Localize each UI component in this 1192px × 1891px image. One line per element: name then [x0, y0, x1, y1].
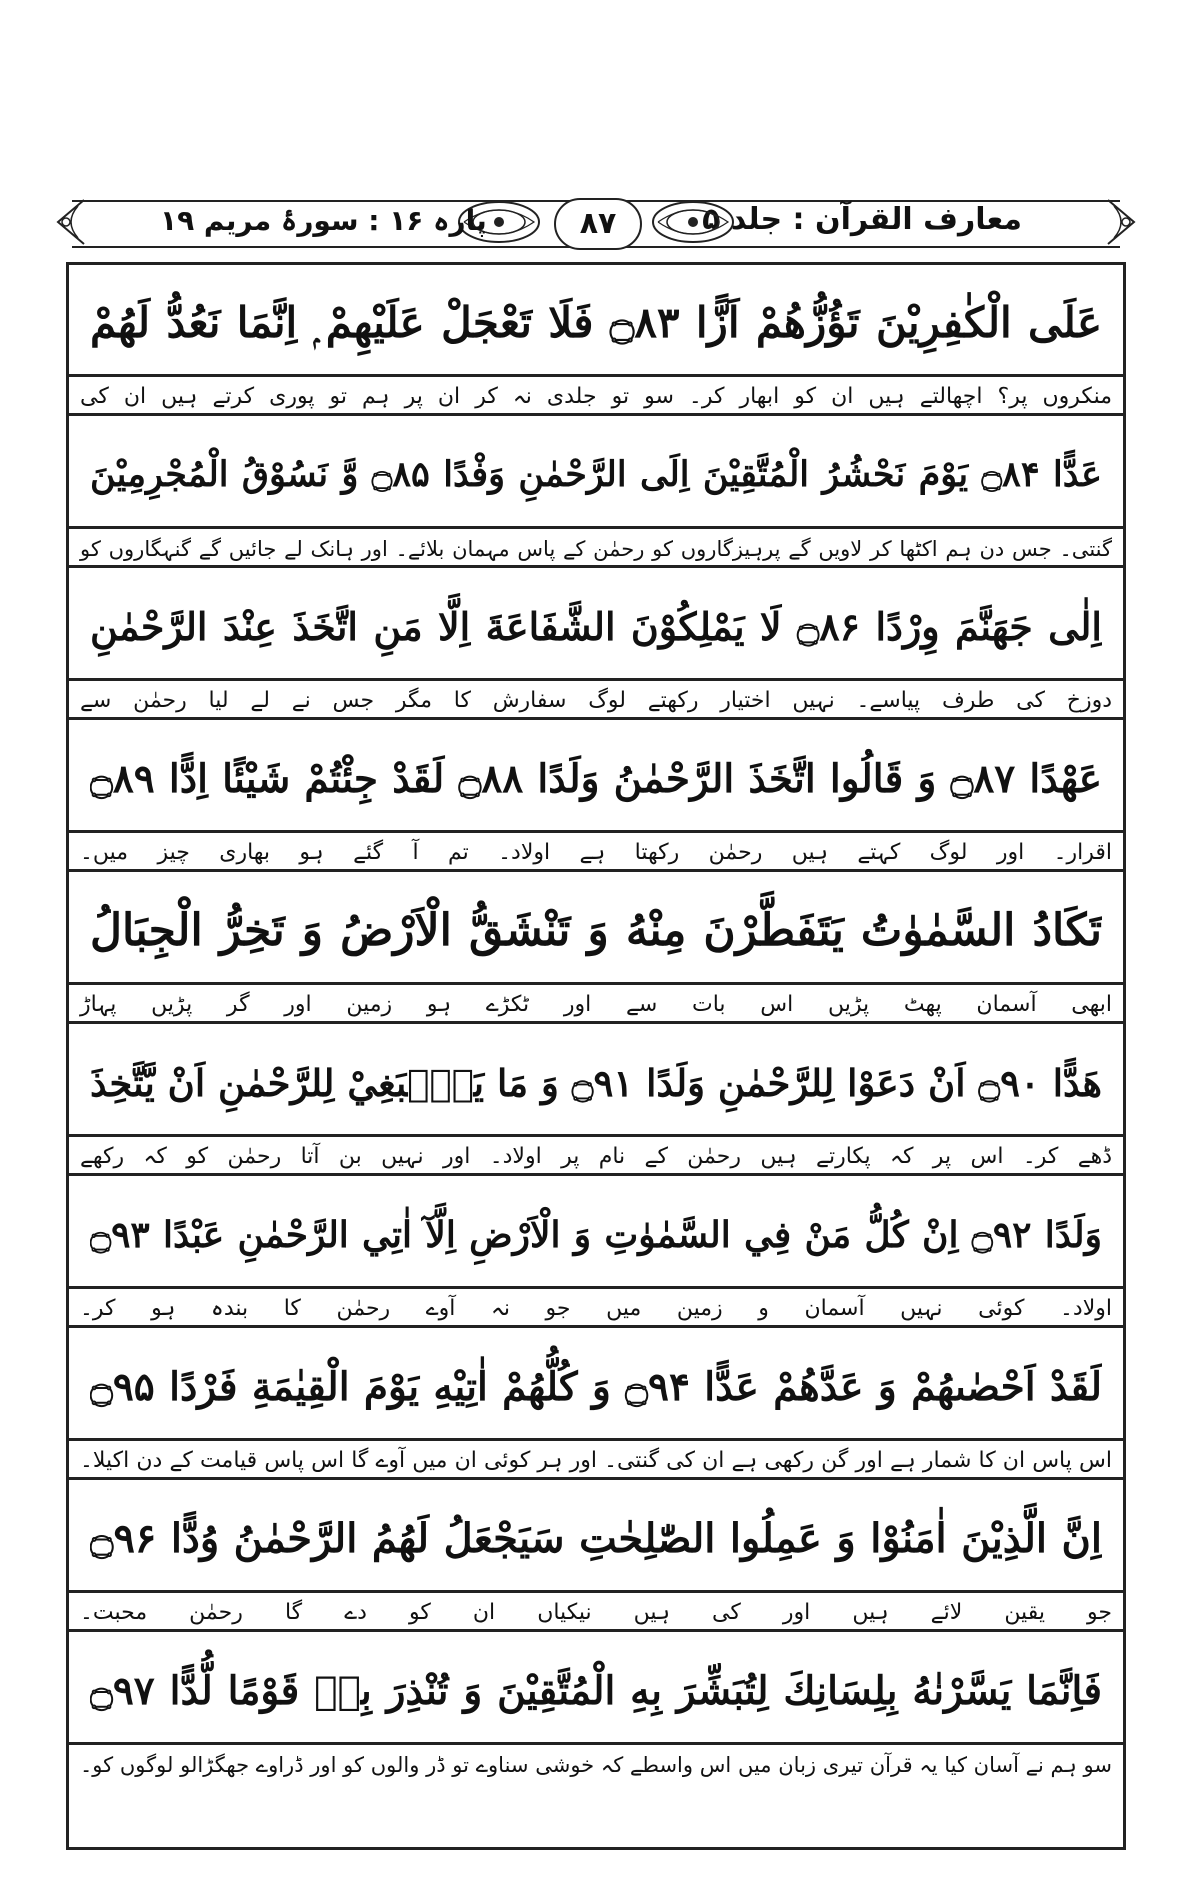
verse-translation-line: ڈھے کر۔ اس پر کہ پکارتے ہیں رحمٰن کے نام پر اولاد۔ اور نہیں بن آتا رحمٰن کو کہ رکھے: [66, 1134, 1126, 1176]
verse-translation-line: سو ہم نے آسان کیا یہ قرآن تیری زبان میں اس واسطے کہ خوشی سناوے تو ڈر والوں کو اور ڈراوے جھگڑالو لوگوں کو۔: [66, 1742, 1126, 1784]
book-title: معارف القرآن : جلد ۵: [702, 202, 1022, 237]
verse-translation-line: اولاد۔ کوئی نہیں آسمان و زمین میں جو نہ آوے رحمٰن کا بندہ ہو کر۔: [66, 1286, 1126, 1328]
verse-arabic-line: لَقَدْ اَحْصٰىهُمْ وَ عَدَّهُمْ عَدًّا ۝۹۴ وَ كُلُّهُمْ اٰتِيْهِ يَوْمَ الْقِيٰمَةِ فَرْدًا ۝۹۵: [90, 1364, 1102, 1410]
verse-arabic-line: اِلٰى جَهَنَّمَ وِرْدًا ۝۸۶ لَا يَمْلِكُوْنَ الشَّفَاعَةَ اِلَّا مَنِ اتَّخَذَ عِنْدَ الرَّحْمٰنِ: [90, 604, 1102, 649]
header-floral-ornament-right-icon: [648, 196, 738, 248]
para-surah-label: پارہ ۱۶ : سورۂ مریم ۱۹: [160, 204, 487, 237]
verse-arabic-line: عَهْدًا ۝۸۷ وَ قَالُوا اتَّخَذَ الرَّحْمٰنُ وَلَدًا ۝۸۸ لَقَدْ جِئْتُمْ شَيْئًا اِدًّا ۝۸۹: [90, 756, 1102, 802]
verse-arabic-line: وَلَدًا ۝۹۲ اِنْ كُلُّ مَنْ فِي السَّمٰوٰتِ وَ الْاَرْضِ اِلَّآ اٰتِي الرَّحْمٰنِ عَبْدًا ۝۹۳: [90, 1214, 1102, 1256]
verse-arabic-line: فَاِنَّمَا يَسَّرْنٰهُ بِلِسَانِكَ لِتُبَشِّرَ بِهِ الْمُتَّقِيْنَ وَ تُنْذِرَ بِهٖ قَوْمًا لُّدًّا ۝۹۷: [90, 1668, 1102, 1714]
verse-translation-line: گنتی۔ جس دن ہم اکٹھا کر لاویں گے پرہیزگاروں کو رحمٰن کے پاس مہمان بلائے۔ اور ہانک لے جائیں گے گنہگاروں کو: [66, 526, 1126, 568]
header-end-ornament-left-icon: [50, 194, 86, 250]
verse-translation-line: اقرار۔ اور لوگ کہتے ہیں رحمٰن رکھتا ہے اولاد۔ تم آ گئے ہو بھاری چیز میں۔: [66, 830, 1126, 872]
page-number: ۸۷: [554, 198, 642, 250]
verse-arabic-line: عَلَى الْكٰفِرِيْنَ تَؤُزُّهُمْ اَزًّا ۝۸۳ فَلَا تَعْجَلْ عَلَيْهِمْ ۭ اِنَّمَا نَعُدُّ لَهُمْ: [90, 298, 1102, 347]
page-header: [50, 188, 1142, 256]
verse-translation-line: منکروں پر؟ اچھالتے ہیں ان کو ابھار کر۔ سو تو جلدی نہ کر ان پر ہم تو پوری کرتے ہیں ان کی: [66, 374, 1126, 416]
verse-translation-line: اس پاس ان کا شمار ہے اور گن رکھی ہے ان کی گنتی۔ اور ہر کوئی ان میں آوے گا اس پاس قیامت کے دن اکیلا۔: [66, 1438, 1126, 1480]
verse-translation-line: ابھی آسمان پھٹ پڑیں اس بات سے اور ٹکڑے ہو زمین اور گر پڑیں پہاڑ: [66, 982, 1126, 1024]
verse-arabic-line: عَدًّا ۝۸۴ يَوْمَ نَحْشُرُ الْمُتَّقِيْنَ اِلَى الرَّحْمٰنِ وَفْدًا ۝۸۵ وَّ نَسُوْقُ الْمُجْرِمِيْنَ: [90, 454, 1102, 495]
verse-arabic-line: تَكَادُ السَّمٰوٰتُ يَتَفَطَّرْنَ مِنْهُ وَ تَنْشَقُّ الْاَرْضُ وَ تَخِرُّ الْجِبَالُ: [90, 905, 1102, 956]
verse-translation-line: جو یقین لائے ہیں اور کی ہیں نیکیاں ان کو دے گا رحمٰن محبت۔: [66, 1590, 1126, 1632]
verse-arabic-line: اِنَّ الَّذِيْنَ اٰمَنُوْا وَ عَمِلُوا الصّٰلِحٰتِ سَيَجْعَلُ لَهُمُ الرَّحْمٰنُ وُدًّا ۝۹۶: [90, 1515, 1102, 1562]
header-end-ornament-right-icon: [1106, 194, 1142, 250]
verse-arabic-line: هَدًّا ۝۹۰ اَنْ دَعَوْا لِلرَّحْمٰنِ وَلَدًا ۝۹۱ وَ مَا يَنْۢبَغِيْ لِلرَّحْمٰنِ اَنْ يَّتَّخِذَ: [90, 1061, 1102, 1105]
verse-translation-line: دوزخ کی طرف پیاسے۔ نہیں اختیار رکھتے لوگ سفارش کا مگر جس نے لے لیا رحمٰن سے: [66, 678, 1126, 720]
